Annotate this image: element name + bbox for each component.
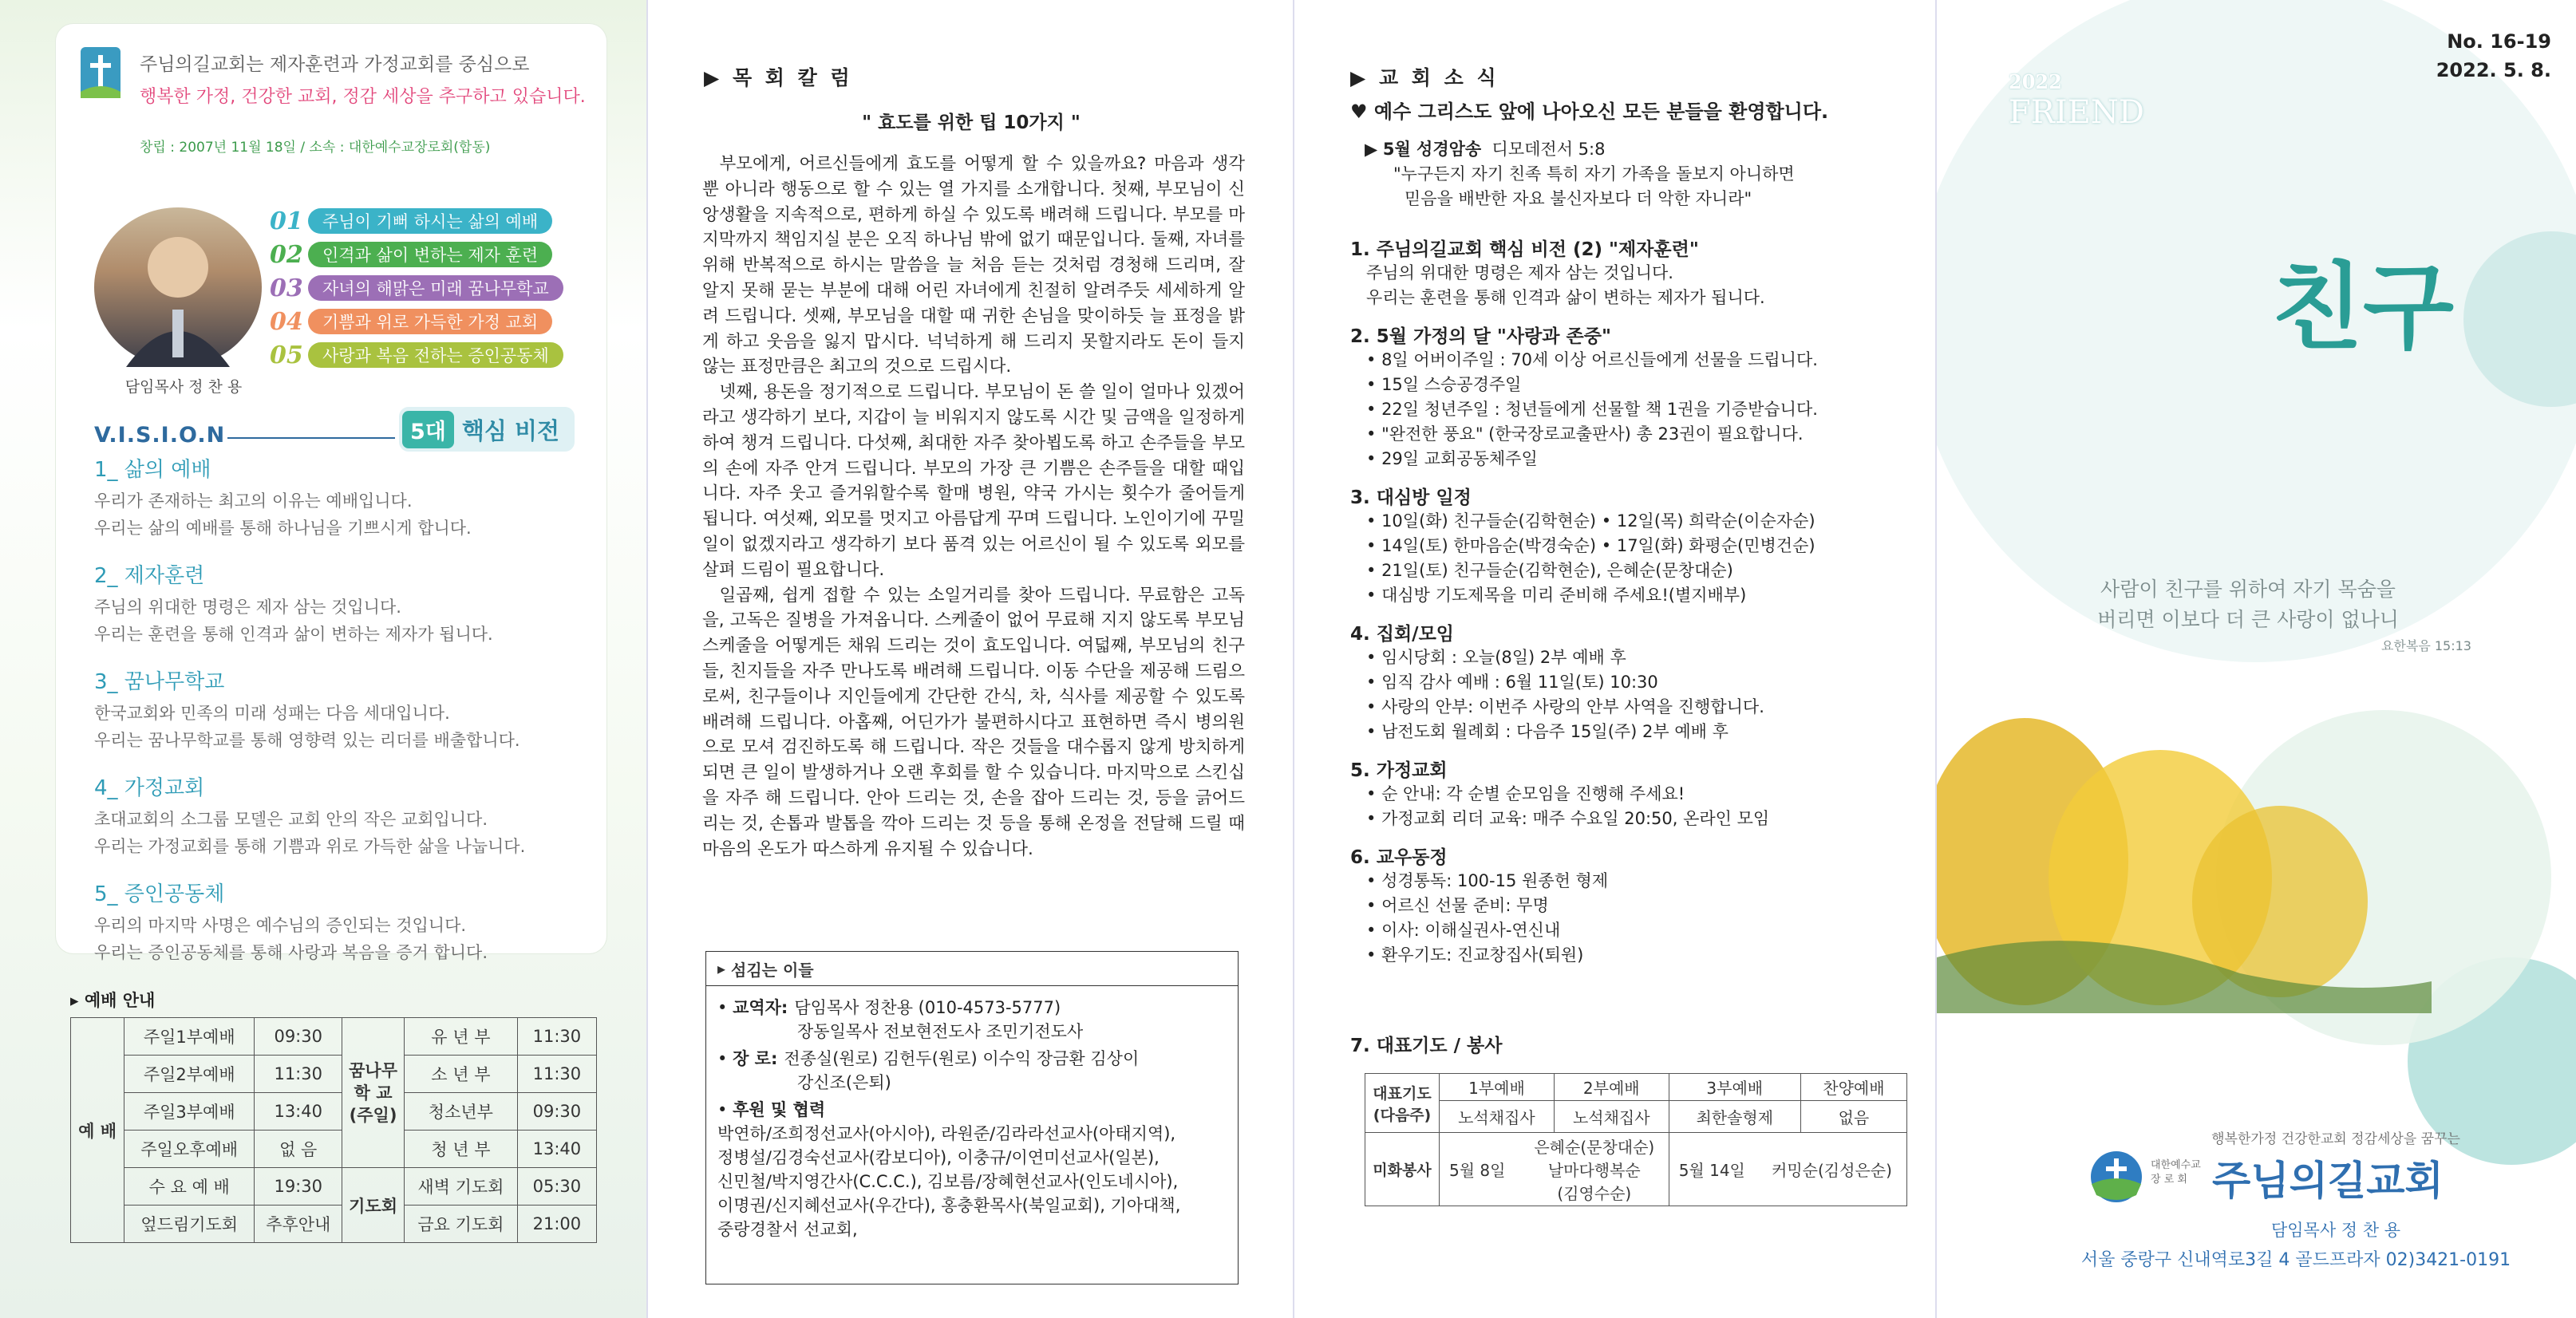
service-time: 21:00: [517, 1206, 596, 1243]
news-item-line: • 사랑의 안부: 이번주 사랑의 안부 사역을 진행합니다.: [1366, 697, 1764, 716]
column-body: [702, 152, 1245, 862]
news-line-text: 이사: 이해실권사-연신내: [1381, 921, 1561, 940]
issue-number: No. 16-19: [2447, 30, 2551, 53]
vision-line: 우리는 가정교회를 통해 기쁨과 위로 가득한 삶을 나눕니다.: [94, 837, 526, 856]
footer-small-lines: [2151, 1158, 2201, 1187]
motto-text: 자녀의 해맑은 미래 꿈나무학교: [308, 275, 563, 301]
verse-head: ▶ 5월 성경암송 디모데전서 5:8: [1365, 140, 1606, 159]
service-name: 유 년 부: [404, 1018, 517, 1056]
header-line-1: 주님의길교회는 제자훈련과 가정교회를 중심으로: [140, 54, 530, 75]
church-address: 서울 중랑구 신내역로3길 4 골드프라자 02)3421-0191: [2080, 1250, 2511, 1270]
cover-pastor: 담임목사 정 찬 용: [2270, 1221, 2401, 1240]
service-name: 수 요 예 배: [124, 1168, 255, 1206]
duty-head-cell: 2부예배: [1554, 1074, 1669, 1101]
motto-number: 02: [270, 240, 303, 269]
news-items: [1350, 223, 1909, 968]
table-row: [71, 1056, 597, 1093]
vision-line: 우리는 증인공동체를 통해 사랑과 복음을 증거 합니다.: [94, 943, 488, 962]
news-line-text: 8일 어버이주일 : 70세 이상 어르신들에게 선물을 드립니다.: [1381, 350, 1818, 369]
service-time: 11:30: [517, 1018, 596, 1056]
worship-table-wrap: [70, 1017, 597, 1243]
motto-number: 05: [270, 341, 303, 369]
table-row: [71, 1018, 597, 1056]
duty-table: [1365, 1073, 1907, 1206]
member-label: 장 로:: [733, 1049, 778, 1068]
duty-name-cell: 없음: [1800, 1101, 1906, 1133]
motto-text: 사랑과 복음 전하는 증인공동체: [308, 342, 563, 368]
duty-name-cell: 최한솔형제: [1669, 1101, 1800, 1133]
pastor-photo: [94, 207, 262, 367]
column-section-title: ▶ 목 회 칼 럼: [704, 66, 853, 89]
vision-line: 우리의 마지막 사명은 예수님의 증인되는 것입니다.: [94, 916, 467, 935]
news-item-line: • "완전한 풍요" (한국장로교출판사) 총 23권이 필요합니다.: [1366, 424, 1804, 444]
flower-1-names: 은혜순(문창대순) 날마다행복순 (김영수순): [1534, 1138, 1655, 1203]
motto-list: [270, 206, 605, 373]
news-line-text: 대심방 기도제목을 미리 준비해 주세요!(별지배부): [1381, 586, 1747, 605]
footer-logo-icon: [2088, 1149, 2144, 1205]
worship-title-text: 예배 안내: [84, 991, 156, 1010]
vision-item: [94, 771, 605, 860]
left-panel: [0, 0, 646, 1318]
news-line-text: 주님의 위대한 명령은 제자 삼는 것입니다.: [1366, 263, 1673, 282]
service-time: 13:40: [517, 1131, 596, 1168]
vision-line: 우리는 삶의 예배를 통해 하나님을 기쁘시게 합니다.: [94, 519, 472, 538]
vision-badge-num: 5대: [402, 411, 454, 448]
news-item-line: • 22일 청년주일 : 청년들에게 선물할 책 1권을 기증받습니다.: [1366, 400, 1818, 419]
vision-item: [94, 559, 605, 648]
slogan: 행복한가정 건강한교회 정감세상을 꿈꾸는: [2211, 1131, 2460, 1147]
duty-title: 7. 대표기도 / 봉사: [1350, 1036, 1503, 1056]
quote-block: [2025, 574, 2471, 657]
heart-icon: ♥: [1350, 101, 1368, 123]
duty-head-cell: 1부예배: [1440, 1074, 1555, 1101]
vision-line: 우리는 꿈나무학교를 통해 영향력 있는 리더를 배출합니다.: [94, 731, 520, 750]
news-line-text: 남전도회 월례회 : 다음주 15일(주) 2부 예배 후: [1381, 722, 1729, 741]
service-name: 새벽 기도회: [404, 1168, 517, 1206]
news-panel: [1293, 0, 1935, 1318]
service-name: 주일오후예배: [124, 1131, 255, 1168]
cover-title: 친구: [2272, 252, 2454, 362]
duty-head-cell: 찬양예배: [1800, 1074, 1906, 1101]
news-item-line: • 15일 스승공경주일: [1366, 375, 1522, 394]
news-item: [1350, 483, 1909, 608]
table-row: [71, 1206, 597, 1243]
motto-text: 기쁨과 위로 가득한 가정 교회: [308, 309, 552, 334]
members-list: [706, 986, 1238, 1254]
table-row: [71, 1093, 597, 1131]
news-item-line: • 29일 교회공동체주일: [1366, 449, 1538, 468]
column-section-text: 목 회 칼 럼: [732, 66, 853, 89]
motto-number: 04: [270, 307, 303, 336]
news-item-line: • 어르신 선물 준비: 무명: [1366, 896, 1549, 915]
column-paragraph: 부모에게, 어르신들에게 효도를 어떻게 할 수 있을까요? 마음과 생각 뿐 아니라 행동으로 할 수 있는 열 가지를 소개합니다. 첫째, 부모님이 신앙생활을 지속적으로, 편하게 하실 수 있도록 배려해 드립니다. 부모를 마지막까지 책임지실 분은 오직 하나님 밖에 없기 때문입니다. 둘째, 자녀를 위해 반복적으로 하시는 말씀을 늘 처음 듣는 것처럼 경청해 드리며, 잘 알지 못해 묻는 부분에 대해 어린 자녀에게 친절히 알려주듯 세세하게 알려 드립니다. 셋째, 부모님을 대할 때 귀한 손님을 맞이하듯 늘 표정을 밝게 하고 웃음을 잃지 맙시다. 넉넉하게 해 드리지 못할지라도 돈이 들지 않는 표정만큼은 최고의 것으로 드립시다.: [702, 154, 1245, 377]
cover-year: 2022: [2009, 70, 2062, 93]
news-line-text: 15일 스승공경주일: [1381, 375, 1522, 394]
service-name: 주일1부예배: [124, 1018, 255, 1056]
vision-badge: [399, 407, 575, 452]
vision-heading: V.I.S.I.O.N: [94, 423, 226, 448]
member-line: 중랑경찰서 선교회,: [717, 1220, 858, 1239]
service-name: 엎드림기도회: [124, 1206, 255, 1243]
vision-item: [94, 665, 605, 754]
member-group: • 장 로: 전종실(원로) 김헌두(원로) 이수익 장금환 김상이 강신조(은퇴): [717, 1047, 1227, 1095]
members-header: ▸ 섬김는 이들: [706, 952, 1238, 986]
duty-name-cell: 노석채집사: [1554, 1101, 1669, 1133]
church-name: 주님의길교회: [2212, 1158, 2444, 1204]
flower-2-date: 5월 14일: [1678, 1161, 1745, 1180]
members-box: [705, 951, 1239, 1284]
news-line-text: 29일 교회공동체주일: [1381, 449, 1538, 468]
news-line-text: 어르신 선물 준비: 무명: [1381, 896, 1549, 915]
column-paragraph: 넷째, 용돈을 정기적으로 드립니다. 부모님이 돈 쓸 일이 얼마나 있겠어라고 생각하기 보다, 지갑이 늘 비워지지 않도록 시간 및 금액을 일정하게 하여 챙겨 드립니다. 다섯째, 최대한 자주 찾아뵙도록 하고 손주들을 부모의 손에 자주 안겨 드립니다. 부모의 가장 큰 기쁨은 손주들을 대할 때입니다. 자주 웃고 즐거워할수록 할매 병원, 약국 가시는 횟수가 줄어들게 됩니다. 여섯째, 외모를 멋지고 아름답게 꾸며 드립니다. 노인이기에 꾸밀 일이 없겠지라고 생각하기 보다 품격 있는 어르신이 될 수 있도록 외모를 살펴 드림이 필요합니다.: [702, 382, 1245, 580]
cover-panel: [1935, 0, 2576, 1318]
vision-badge-text: 핵심 비전: [461, 416, 560, 444]
news-item-line: • 환우기도: 진교창집사(퇴원): [1366, 945, 1584, 965]
service-name: 주일3부예배: [124, 1093, 255, 1131]
church-logo-icon: [76, 44, 125, 103]
news-item-line: [1350, 261, 1909, 286]
member-line: 장동일목사 전보현전도사 조민기전도사: [797, 1022, 1084, 1041]
logo-small-1: 대한예수교: [2151, 1159, 2201, 1171]
header-line-2: 행복한 가정, 건강한 교회, 정감 세상을 추구하고 있습니다.: [140, 87, 586, 107]
verse-ref: 디모데전서 5:8: [1491, 140, 1606, 159]
news-item-title: 1. 주님의길교회 핵심 비전 (2) "제자훈련": [1350, 239, 1699, 260]
news-item-line: • 이사: 이해실권사-연신내: [1366, 921, 1561, 940]
news-item-title: 4. 집회/모임: [1350, 624, 1455, 645]
column-title: " 효도를 위한 팁 10가지 ": [862, 112, 1081, 133]
vision-title: 3_ 꿈나무학교: [94, 670, 225, 694]
service-name: 소 년 부: [404, 1056, 517, 1093]
motto-text: 주님이 기뻐 하시는 삶의 예배: [308, 208, 552, 234]
member-line: 담임목사 정찬용 (010-4573-5777): [794, 998, 1061, 1017]
service-time: 11:30: [255, 1056, 342, 1093]
news-item: [1350, 619, 1909, 744]
news-line-text: 21일(토) 친구들순(김학현순), 은혜순(문창대순): [1381, 561, 1733, 580]
cover-word: FRIEND: [2009, 94, 2144, 131]
prayer-group-cell: 기도회: [342, 1168, 405, 1243]
quote-line-1: 사람이 친구를 위하여 자기 목숨을: [2100, 578, 2396, 601]
flower-cell-2: [1669, 1133, 1906, 1206]
motto-number: 03: [270, 274, 303, 302]
news-section-text: 교 회 소 식: [1378, 66, 1499, 89]
motto-row: [270, 306, 605, 337]
news-item-line: • 임직 감사 예배 : 6월 11일(토) 10:30: [1366, 673, 1658, 692]
news-item-line: • 14일(토) 한마음순(박경숙순) • 17일(화) 화평순(민병건순): [1366, 536, 1815, 555]
news-item-line: [1350, 286, 1909, 310]
news-item: [1350, 235, 1909, 310]
service-name: 금요 기도회: [404, 1206, 517, 1243]
verse-line-1: "누구든지 자기 친족 특히 자기 가족을 돌보지 아니하면: [1393, 164, 1795, 183]
service-time: 13:40: [255, 1093, 342, 1131]
column-paragraph: 일곱째, 쉽게 접할 수 있는 소일거리를 찾아 드립니다. 무료함은 고독을, 고독은 질병을 가져옵니다. 스케줄이 없어 무료해 지지 않도록 부모님 스케줄을 어떻게든 채워 드리는 것이 효도입니다. 여덟째, 부모님의 친구들, 친지들을 자주 만나도록 배려해 드립니다. 이동 수단을 제공해 드림으로써, 친구들이나 지인들에게 간단한 간식, 차, 식사를 제공할 수 있도록 배려해 드립니다. 아홉째, 어딘가가 불편하시다고 표현하면 즉시 병의원으로 모셔 검진하도록 해 드립니다. 작은 것들을 대수롭지 않게 방치하게 되면 큰 일이 발생하거나 오랜 후회를 할 수 있습니다. 마지막으로 스킨십을 자주 해 드립니다. 안아 드리는 것, 손을 잡아 드리는 것, 등을 긁어드리는 것, 손톱과 발톱을 깍아 드리는 것 등을 통해 온정을 전달해 드릴 때 마음의 온도가 따스하게 유지될 수 있습니다.: [702, 585, 1245, 859]
motto-row: [270, 206, 605, 236]
service-time: 09:30: [517, 1093, 596, 1131]
vision-item: [94, 453, 605, 542]
service-time: 05:30: [517, 1168, 596, 1206]
service-time: 09:30: [255, 1018, 342, 1056]
logo-small-2: 장 로 회: [2151, 1174, 2187, 1186]
member-line: 정병설/김경숙선교사(캄보디아), 이충규/이연미선교사(일본),: [717, 1148, 1160, 1167]
motto-text: 인격과 삶이 변하는 제자 훈련: [308, 242, 552, 267]
vision-title: 2_ 제자훈련: [94, 564, 205, 588]
worship-title: ▸ 예배 안내: [70, 991, 156, 1010]
verse-block: [1365, 137, 1907, 211]
worship-group-cell: 예 배: [71, 1018, 124, 1243]
news-item-line: • 가정교회 리더 교육: 매주 수요일 20:50, 온라인 모임: [1366, 809, 1770, 828]
service-name: 주일2부예배: [124, 1056, 255, 1093]
flower-1-date: 5월 8일: [1449, 1161, 1506, 1180]
vision-title: 5_ 증인공동체: [94, 882, 225, 906]
vision-title: 1_ 삶의 예배: [94, 458, 211, 482]
news-item: [1350, 842, 1909, 968]
verse-line-2: 믿음을 배반한 자요 불신자보다 더 악한 자니라": [1405, 189, 1752, 208]
welcome-line: [1350, 96, 1828, 124]
news-item-line: • 8일 어버이주일 : 70세 이상 어르신들에게 선물을 드립니다.: [1366, 350, 1818, 369]
news-item-title: 6. 교우동정: [1350, 847, 1448, 868]
duty-head-cell: 3부예배: [1669, 1074, 1800, 1101]
member-line: 박연하/조희정선교사(아시아), 라원준/김라라선교사(아태지역),: [717, 1124, 1176, 1143]
cover-decoration: [1937, 0, 2576, 1318]
school-group-cell: 꿈나무 학 교 (주일): [342, 1018, 405, 1168]
news-line-text: 순 안내: 각 순별 순모임을 진행해 주세요!: [1381, 784, 1685, 803]
member-group: • 교역자: 담임목사 정찬용 (010-4573-5777) 장동일목사 전보현전도사 조민기전도사: [717, 996, 1227, 1044]
news-item-line: • 성경통독: 100-15 원종헌 형제: [1366, 871, 1609, 890]
news-item-line: • 남전도회 월례회 : 다음주 15일(주) 2부 예배 후: [1366, 722, 1729, 741]
column-panel: [646, 0, 1293, 1318]
news-line-text: 임직 감사 예배 : 6월 11일(토) 10:30: [1381, 673, 1658, 692]
service-time: 19:30: [255, 1168, 342, 1206]
news-item-line: • 순 안내: 각 순별 순모임을 진행해 주세요!: [1366, 784, 1685, 803]
vision-title: 4_ 가정교회: [94, 776, 205, 800]
service-time: 11:30: [517, 1056, 596, 1093]
news-item-title: 2. 5월 가정의 달 "사랑과 존중": [1350, 326, 1611, 347]
news-line-text: 환우기도: 진교창집사(퇴원): [1381, 945, 1584, 965]
news-line-text: "완전한 풍요" (한국장로교출판사) 총 23권이 필요합니다.: [1381, 424, 1804, 444]
quote-line-2: 버리면 이보다 더 큰 사랑이 없나니: [2097, 608, 2399, 631]
member-line: 강신조(은퇴): [797, 1073, 891, 1092]
motto-row: [270, 340, 605, 370]
news-item: [1350, 756, 1909, 831]
duty-name-cell: 노석채집사: [1440, 1101, 1555, 1133]
motto-number: 01: [270, 207, 303, 235]
news-line-text: 사랑의 안부: 이번주 사랑의 안부 사역을 진행합니다.: [1381, 697, 1764, 716]
vision-line: 우리는 훈련을 통해 인격과 삶이 변하는 제자가 됩니다.: [94, 625, 493, 644]
news-line-text: 우리는 훈련을 통해 인격과 삶이 변하는 제자가 됩니다.: [1366, 288, 1765, 307]
member-label: 후원 및 협력: [733, 1100, 826, 1119]
motto-row: [270, 239, 605, 270]
welcome-text: 예수 그리스도 앞에 나아오신 모든 분들을 환영합니다.: [1373, 101, 1829, 123]
news-item-line: • 10일(화) 친구들순(김학현순) • 12일(목) 희락순(이순자순): [1366, 511, 1815, 531]
vision-line: 한국교회와 민족의 미래 성패는 다음 세대입니다.: [94, 704, 450, 723]
member-line: 이명권/신지혜선교사(우간다), 홍충환목사(북일교회), 기아대책,: [717, 1196, 1181, 1215]
table-row: [71, 1131, 597, 1168]
issue-date: 2022. 5. 8.: [2436, 59, 2551, 81]
pastor-caption: 담임목사 정 찬 용: [124, 378, 243, 396]
vision-line: 초대교회의 소그룹 모델은 교회 안의 작은 교회입니다.: [94, 810, 488, 829]
flower-cell-1: [1440, 1133, 1669, 1206]
news-section-title: ▶ 교 회 소 식: [1350, 66, 1499, 89]
founded-info: 창립 : 2007년 11월 18일 / 소속 : 대한예수교장로회(합동): [140, 140, 491, 156]
duty-label-cell: 대표기도 (다음주): [1365, 1074, 1440, 1133]
member-line: 전종실(원로) 김헌두(원로) 이수익 장금환 김상이: [784, 1049, 1140, 1068]
members-title: 섬김는 이들: [731, 960, 814, 980]
news-line-text: 가정교회 리더 교육: 매주 수요일 20:50, 온라인 모임: [1381, 809, 1770, 828]
vision-line: 우리가 존재하는 최고의 이유는 예배입니다.: [94, 491, 413, 511]
vision-rule: [227, 437, 395, 439]
service-name: 청소년부: [404, 1093, 517, 1131]
news-line-text: 14일(토) 한마음순(박경숙순) • 17일(화) 화평순(민병건순): [1381, 536, 1815, 555]
member-line: 신민철/박지영간사(C.C.C.), 김보름/장혜현선교사(인도네시아),: [717, 1172, 1179, 1191]
motto-row: [270, 273, 605, 303]
member-label: 교역자:: [733, 998, 788, 1017]
vision-line: 주님의 위대한 명령은 제자 삼는 것입니다.: [94, 598, 401, 617]
news-line-text: 임시당회 : 오늘(8일) 2부 예배 후: [1381, 648, 1626, 667]
vision-list: [94, 453, 605, 984]
service-time: 추후안내: [255, 1206, 342, 1243]
news-line-text: 10일(화) 친구들순(김학현순) • 12일(목) 희락순(이순자순): [1381, 511, 1815, 531]
flower-2-names: 커밍순(김성은순): [1772, 1161, 1892, 1180]
news-item: [1350, 322, 1909, 472]
quote-ref: 요한복음 15:13: [2380, 638, 2471, 653]
flower-label-cell: 미화봉사: [1365, 1133, 1440, 1206]
news-line-text: 22일 청년주일 : 청년들에게 선물할 책 1권을 기증받습니다.: [1381, 400, 1818, 419]
news-item-line: • 21일(토) 친구들순(김학현순), 은혜순(문창대순): [1366, 561, 1733, 580]
member-group: • 후원 및 협력 박연하/조희정선교사(아시아), 라원준/김라라선교사(아태지역), 정병설/김경숙선교사(캄보디아), 이충규/이연미선교사(일본), 신민철/박지영간사(C.C.C.), 김보름/장혜현선교사(인도네시아), 이명권/신지혜선교사(우간다), 홍충환목사(북일교회), 기아대책, 중랑경찰서 선교회,: [717, 1098, 1227, 1241]
vision-item: [94, 878, 605, 966]
news-line-text: 성경통독: 100-15 원종헌 형제: [1381, 871, 1609, 890]
news-item-title: 5. 가정교회: [1350, 760, 1448, 781]
service-name: 청 년 부: [404, 1131, 517, 1168]
news-item-title: 3. 대심방 일정: [1350, 487, 1472, 508]
table-row: [71, 1168, 597, 1206]
news-item-line: • 대심방 기도제목을 미리 준비해 주세요!(별지배부): [1366, 586, 1747, 605]
service-time: 없 음: [255, 1131, 342, 1168]
news-item-line: • 임시당회 : 오늘(8일) 2부 예배 후: [1366, 648, 1626, 667]
worship-table: [70, 1017, 597, 1243]
verse-label: 5월 성경암송: [1382, 140, 1482, 159]
